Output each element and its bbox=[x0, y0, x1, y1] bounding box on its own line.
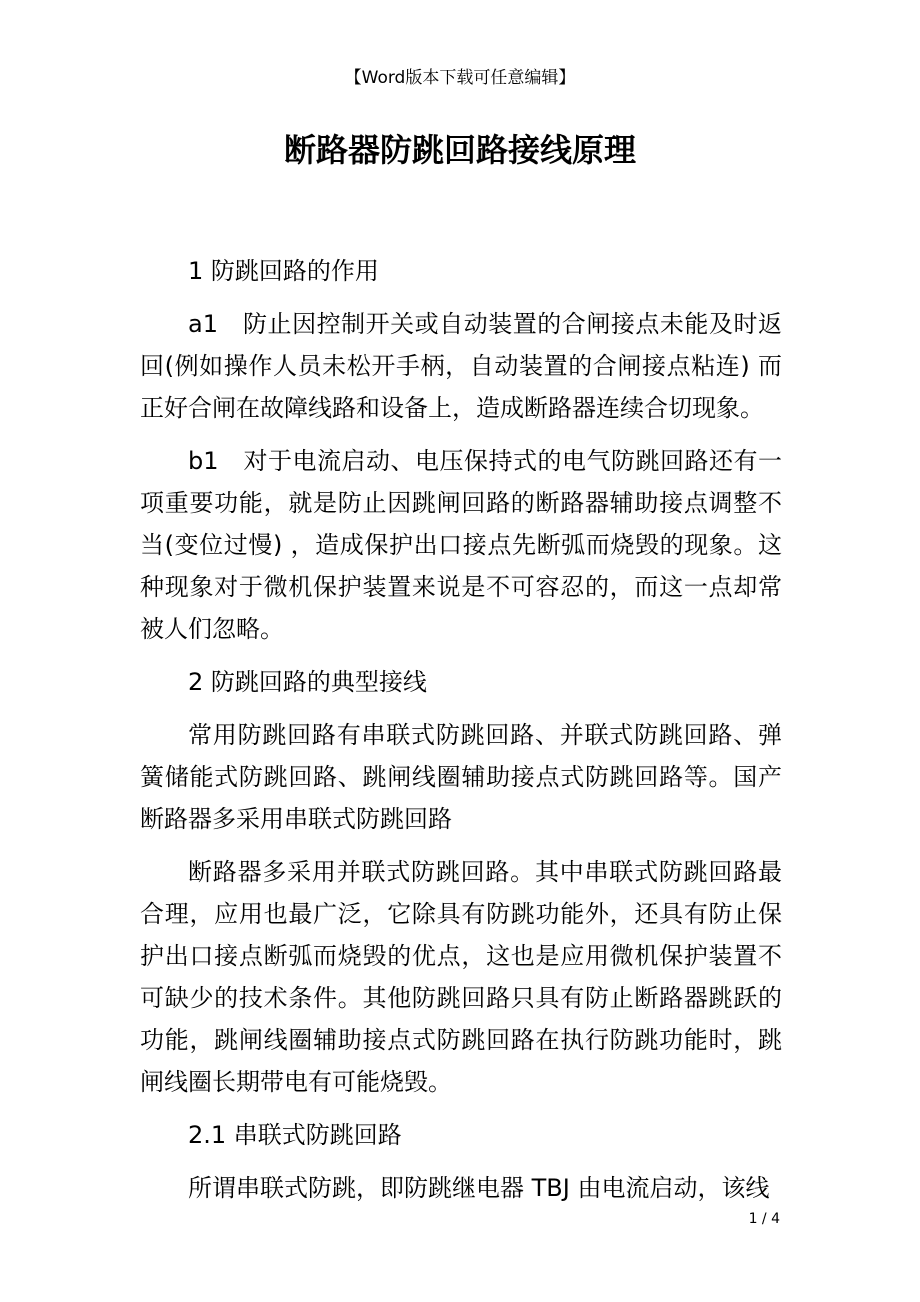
paragraph-parallel-circuit: 断路器多采用并联式防跳回路。其中串联式防跳回路最合理，应用也最广泛，它除具有防跳功能外，还具有防止保护出口接点断弧而烧毁的优点，这也是应用微机保护装置不可缺少的技术条件。其他防跳回路只具有防止断路器跳跃的功能，跳闸线圈辅助接点式防跳回路在执行防跳功能时，跳闸线圈长期带电有可能烧毁。 bbox=[140, 858, 782, 1096]
document-body bbox=[140, 250, 782, 1209]
paragraph-a1: a1 防止因控制开关或自动装置的合闸接点未能及时返回(例如操作人员未松开手柄，自动装置的合闸接点粘连) 而正好合闸在故障线路和设备上，造成断路器连续合切现象。 bbox=[140, 310, 782, 422]
section-heading-2: 2 防跳回路的典型接线 bbox=[188, 668, 427, 696]
page-number: 1 / 4 bbox=[748, 1211, 780, 1227]
paragraph-common-circuits: 常用防跳回路有串联式防跳回路、并联式防跳回路、弹簧储能式防跳回路、跳闸线圈辅助接点式防跳回路等。国产断路器多采用串联式防跳回路 bbox=[140, 721, 782, 833]
download-note-header: 【Word版本下载可任意编辑】 bbox=[344, 68, 576, 88]
paragraph-b1: b1 对于电流启动、电压保持式的电气防跳回路还有一项重要功能，就是防止因跳闸回路的断路器辅助接点调整不当(变位过慢) ，造成保护出口接点先断弧而烧毁的现象。这种现象对于微机保护装置来说是不可容忍的，而这一点却常被人们忽略。 bbox=[140, 447, 782, 643]
section-heading-2-1: 2.1 串联式防跳回路 bbox=[188, 1121, 402, 1149]
paragraph-series-circuit: 所谓串联式防跳，即防跳继电器 TBJ 由电流启动，该线 bbox=[188, 1174, 770, 1202]
section-heading-1: 1 防跳回路的作用 bbox=[188, 257, 379, 285]
document-title: 断路器防跳回路接线原理 bbox=[283, 131, 636, 169]
